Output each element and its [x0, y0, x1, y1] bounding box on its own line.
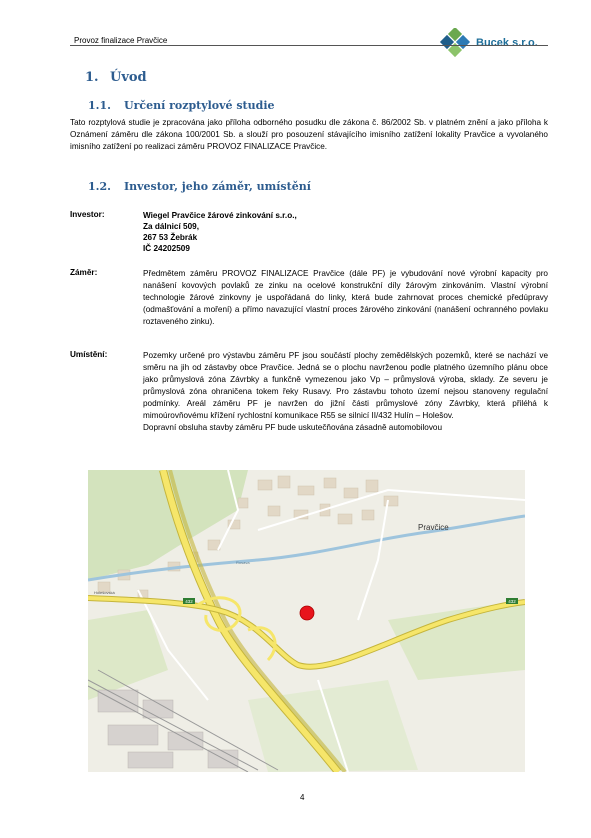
- map-river-label: Rusava: [236, 560, 250, 565]
- umisteni-text: Pozemky určené pro výstavbu záměru PF jsou součástí plochy zemědělských pozemků, které se nachází ve směru na jih od zástavby obce Pravčice. Jedná se o plochu navrženou podle platného územního plánu obce jako průmyslová zóna Závrbky a funkčně vymezenou jako Vp – průmyslová výroba, sklady. Ze severu je průmyslová zóna ohraničena tokem řeky Rusavy. Pro zástavbu tohoto území nejsou stanoveny regulační podmínky. Areál záměru PF je navržen do jižní části průmyslové zóny Závrbky, která přiléhá k mimoúrovňovému křížení rychlostní komunikace R55 se silnicí II/432 Hulín – Holešov.: [143, 351, 548, 420]
- header-divider: [70, 45, 548, 46]
- section-1-1-number: 1.1.: [88, 99, 111, 112]
- investor-line: IČ 24202509: [143, 244, 190, 253]
- company-logo: [436, 28, 476, 60]
- investor-line: Wiegel Pravčice žárové zinkování s.r.o.,: [143, 211, 297, 220]
- umisteni-text-continued: Dopravní obsluha stavby záměru PF bude uskutečňována zásadně automobilovou: [143, 423, 443, 432]
- company-name: Bucek s.r.o.: [476, 37, 538, 49]
- location-map: [88, 470, 525, 772]
- map-road-label: Holešovská: [94, 590, 115, 595]
- site-location-marker: [300, 606, 314, 620]
- road-number-left: 432: [185, 599, 193, 604]
- section-1-1-heading: [88, 99, 275, 112]
- investor-address: [143, 210, 548, 254]
- zamer-label: Záměr:: [70, 268, 98, 277]
- map-town-label: Pravčice: [418, 523, 449, 532]
- investor-line: Za dálnicí 509,: [143, 222, 199, 231]
- section-1-2-title: Investor, jeho záměr, umístění: [124, 180, 311, 193]
- umisteni-label: Umístění:: [70, 350, 108, 359]
- section-1-1-title: Určení rozptylové studie: [124, 99, 275, 112]
- section-1-2-number: 1.2.: [88, 180, 111, 193]
- zamer-paragraph: Předmětem záměru PROVOZ FINALIZACE Pravčice (dále PF) je vybudování nové výrobní kapacity pro nanášení kovových povlaků ze zinku na ocelové konstrukční díly žárovým zinkováním. Vlastní výrobní technologie žárové zinkovny je uspořádaná do linky, která bude zahrnovat proces chemické předúpravy (odmašťování a moření) a přímo navazující vlastní proces žárového zinkování (nanášení ochranného povlaku roztaveného zinku).: [143, 269, 548, 326]
- header-doc-title: Provoz finalizace Pravčice: [74, 36, 168, 45]
- investor-label: Investor:: [70, 210, 105, 219]
- section-1-1-paragraph: Tato rozptylová studie je zpracována jako příloha odborného posudku dle zákona č. 86/2002 Sb. v platném znění a jako příloha k Oznámení záměru dle zákona 100/2001 Sb. a slouží pro posouzení stávajícího imisního zatížení lokality Pravčice a vyvolaného imisního zatížení po realizaci záměru PROVOZ FINALIZACE Pravčice.: [70, 118, 548, 151]
- section-1-title: Úvod: [110, 70, 147, 85]
- investor-line: 267 53 Žebrák: [143, 233, 198, 242]
- section-1-2-heading: [88, 180, 311, 193]
- section-1-number: 1.: [85, 70, 99, 85]
- page-number: 4: [300, 793, 305, 802]
- section-1-heading: [85, 70, 147, 85]
- road-number-right: 432: [508, 599, 516, 604]
- umisteni-paragraph: [143, 350, 548, 434]
